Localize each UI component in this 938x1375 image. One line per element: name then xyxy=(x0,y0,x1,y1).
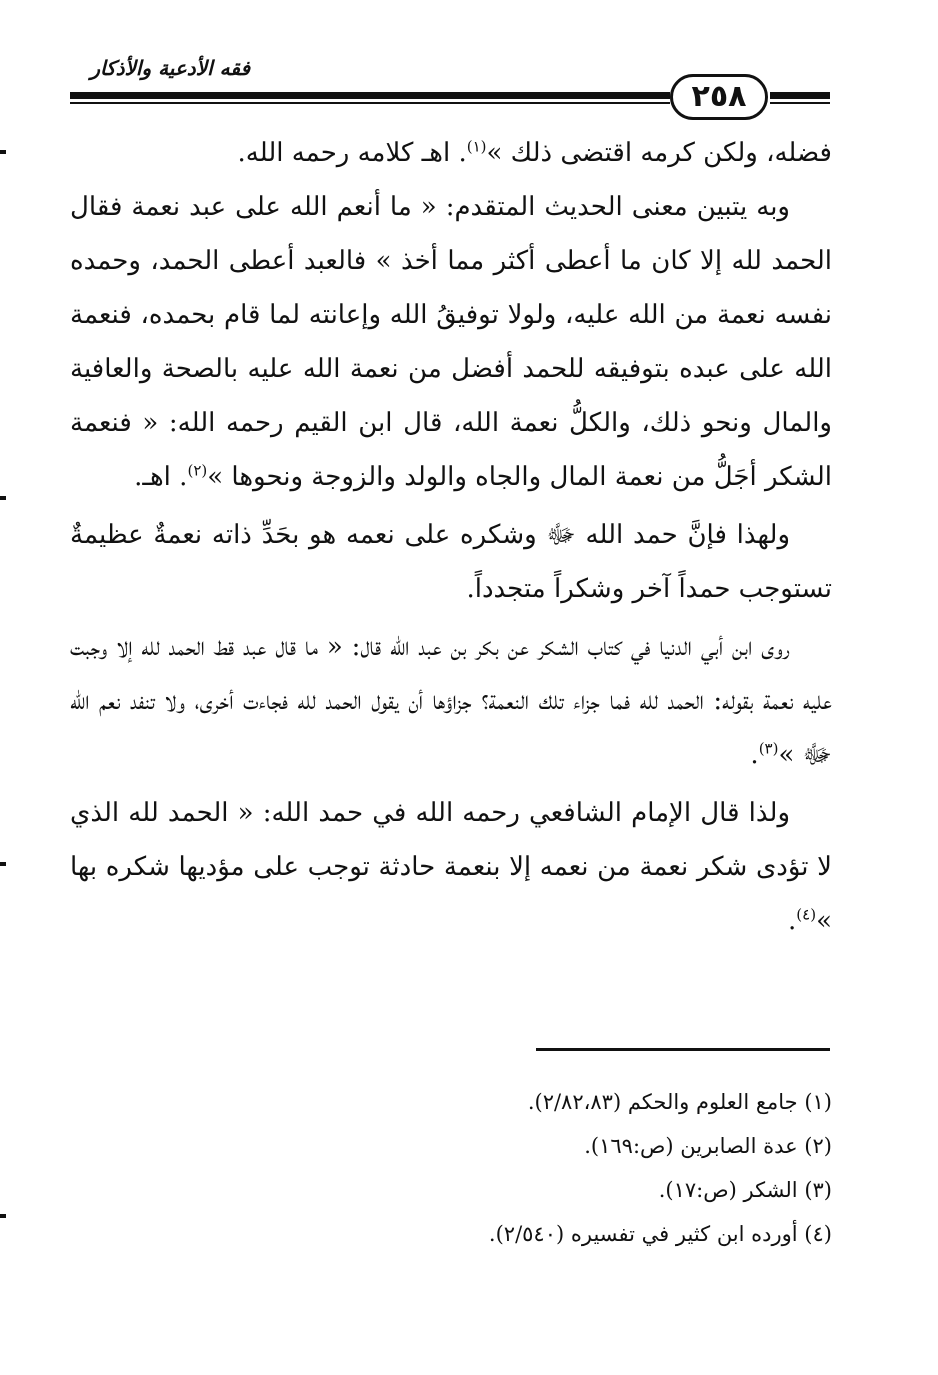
paragraph-2: وبه يتبين معنى الحديث المتقدم: « ما أنعم الله على عبد نعمة فقال الحمد لله إلا كان ما أعطى أكثر مما أخذ » فالعبد أعطى الحمد، وحمده نفسه نعمة من الله عليه، ولولا توفيقُ الله وإعانته لما قام بحمده، فنعمة الله على عبده بتوفيقه للحمد أفضل من نعمة الله عليه بالصحة والعافية والمال ونحو ذلك، والكلُّ نعمة الله، قال ابن القيم رحمه الله: « فنعمة الشكر أجَلُّ من نعمة المال والجاه والولد والزوجة ونحوها »$^{(٢)}$. اهـ. xyxy=(70,192,832,492)
footnote-4: (٤) أورده ابن كثير في تفسيره (٢/٥٤٠). xyxy=(488,1222,832,1246)
margin-mark xyxy=(0,150,6,154)
footnote-ref-3[interactable]: (٣) xyxy=(758,739,779,758)
header-rule-thick xyxy=(70,92,670,99)
footnote-ref-2[interactable]: (٢) xyxy=(187,461,208,480)
body-text xyxy=(70,126,832,948)
footnote-3: (٣) الشكر (ص:١٧). xyxy=(658,1178,832,1202)
footnote-2: (٢) عدة الصابرين (ص:١٦٩). xyxy=(584,1134,832,1158)
footnote-separator xyxy=(536,1048,830,1051)
margin-mark xyxy=(0,862,6,866)
running-title: فقه الأدعية والأذكار xyxy=(90,56,250,80)
paragraph-4: روى ابن أبي الدنيا في كتاب الشكر عن بكر بن عبد الله قال: « ما قال عبد قط الحمد لله إلا وجبت عليه نعمة بقوله: الحمد لله فما جزاء تلك النعمة؟ جزاؤها أن يقول الحمد لله فجاءت أخرى، ولا تنفد نعم الله ﷻ »$^{(٣)}$. xyxy=(70,632,832,770)
header-rule-thin xyxy=(70,102,670,104)
footnote-ref-4[interactable]: (٤) xyxy=(796,905,817,924)
paragraph-3: ولهذا فإنَّ حمد الله ﷻ وشكره على نعمه هو بحَدِّ ذاته نعمةٌ عظيمةٌ تستوجب حمداً آخر وشكراً متجدداً. xyxy=(70,520,832,604)
footnote-ref-1[interactable]: (١) xyxy=(466,137,487,156)
header-rule-thin-right xyxy=(770,102,830,104)
margin-mark xyxy=(0,1214,6,1218)
margin-mark xyxy=(0,496,6,500)
footnote-1: (١) جامع العلوم والحكم (٢/٨٢،٨٣). xyxy=(527,1090,832,1114)
paragraph-5: ولذا قال الإمام الشافعي رحمه الله في حمد الله: « الحمد لله الذي لا تؤدى شكر نعمة من نعمه إلا بنعمة حادثة توجب على مؤديها شكره بها »$^{(٤)}$. xyxy=(70,798,832,936)
page-number: ٢٥٨ xyxy=(670,74,768,120)
footnotes xyxy=(132,1080,832,1256)
header-rule-thick-right xyxy=(770,92,830,99)
paragraph-1: فضله، ولكن كرمه اقتضى ذلك »$^{(١)}$. اهـ كلامه رحمه الله. xyxy=(237,137,832,168)
